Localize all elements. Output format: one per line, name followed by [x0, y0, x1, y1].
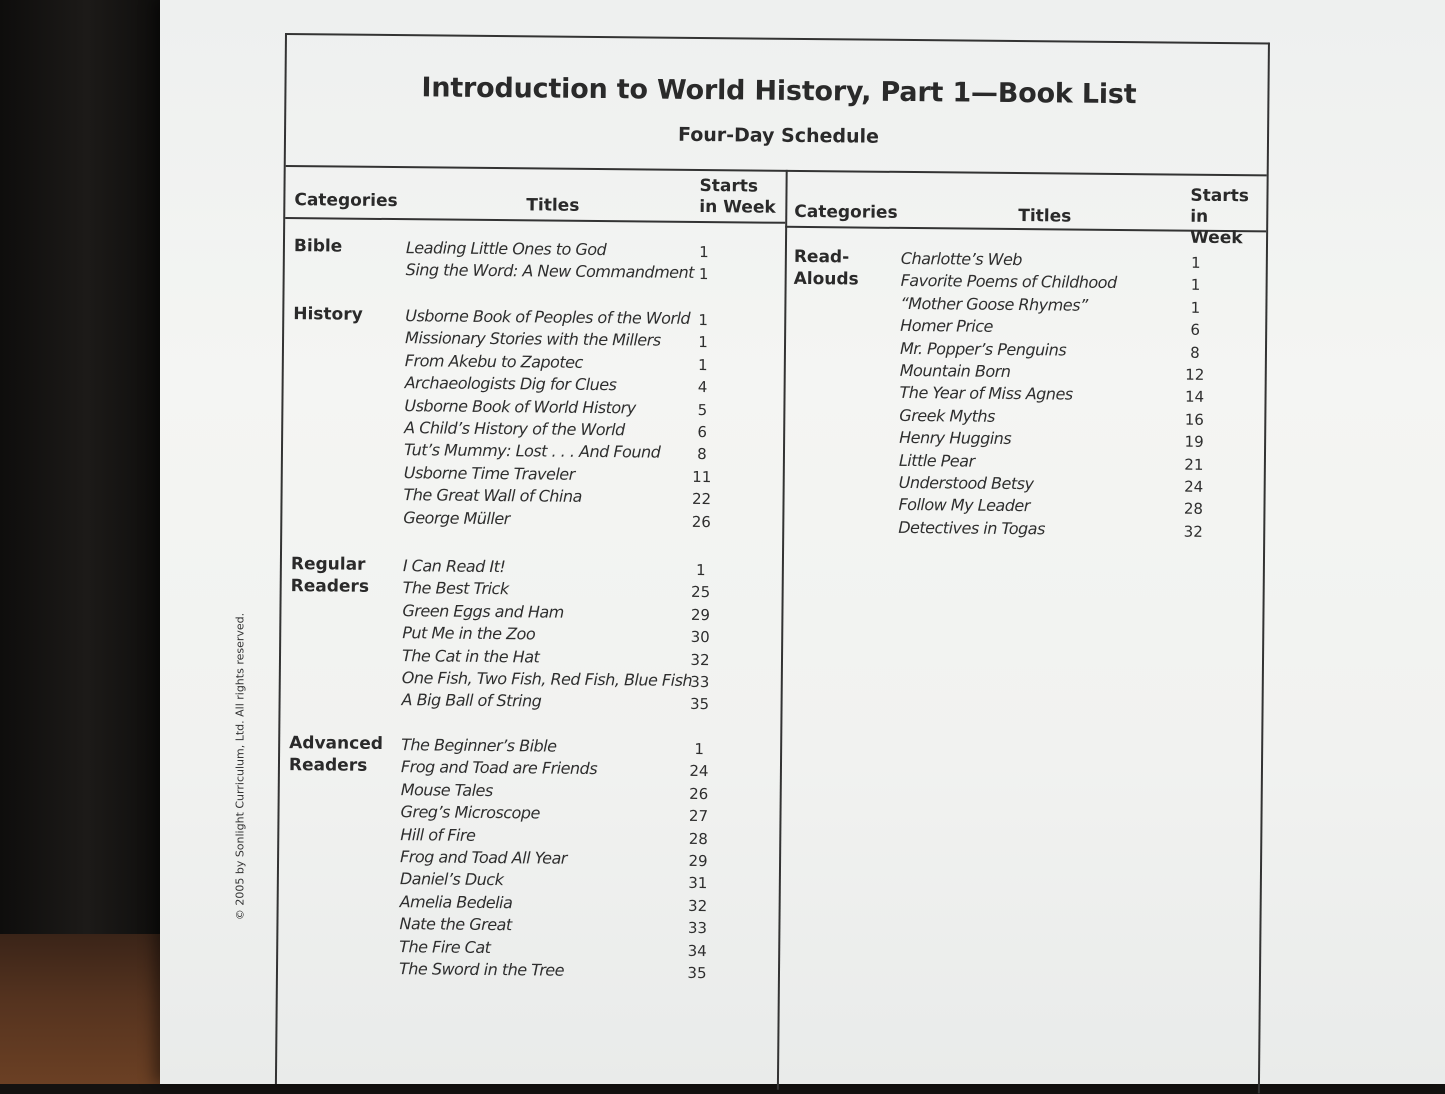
book-title: Greg’s Microscope	[400, 802, 540, 823]
start-week: 21	[1184, 455, 1204, 474]
start-week: 1	[698, 265, 709, 284]
book-title: Missionary Stories with the Millers	[404, 328, 661, 351]
start-week: 26	[689, 784, 709, 803]
start-week: 6	[697, 422, 708, 442]
book-title: The Great Wall of China	[403, 485, 582, 507]
right-starts-header	[1190, 186, 1267, 250]
book-title: Archaeologists Dig for Clues	[404, 373, 617, 395]
book-title: Homer Price	[900, 316, 994, 336]
start-week: 1	[1190, 276, 1201, 295]
start-week: 24	[689, 762, 709, 781]
start-week: 8	[1190, 343, 1200, 362]
start-week: 16	[1184, 410, 1204, 429]
book-title: Sing the Word: A New Commandment	[405, 260, 695, 283]
start-week: 22	[691, 490, 712, 509]
book-title: The Fire Cat	[399, 936, 491, 957]
book-title: Tut’s Mummy: Lost . . . And Found	[403, 440, 661, 463]
start-week: 4	[697, 378, 708, 397]
book-title: Amelia Bedelia	[399, 891, 513, 913]
start-week: 32	[1183, 522, 1203, 541]
start-week: 28	[1183, 500, 1204, 519]
category-label: Bible	[293, 236, 343, 257]
start-week: 35	[687, 963, 707, 983]
start-week: 1	[697, 355, 708, 374]
start-week: 1	[1190, 253, 1201, 272]
book-title: A Big Ball of String	[401, 690, 542, 711]
book-title: The Sword in the Tree	[398, 959, 565, 980]
start-week: 5	[697, 400, 708, 419]
book-title: Mountain Born	[899, 360, 1011, 381]
start-week: 1	[1190, 298, 1201, 317]
left-titles-header: Titles	[526, 195, 580, 216]
starts-label: Starts	[1190, 185, 1250, 207]
book-title: “Mother Goose Rhymes”	[900, 293, 1088, 315]
start-week: 1	[699, 242, 709, 262]
book-title: Green Eggs and Ham	[402, 600, 564, 622]
book-list-table	[275, 33, 1270, 1093]
start-week: 27	[688, 807, 709, 826]
start-week: 24	[1184, 477, 1204, 496]
book-title: Detectives in Togas	[898, 517, 1045, 539]
start-week: 34	[687, 941, 707, 960]
book-title: Usborne Book of Peoples of the World	[405, 306, 691, 328]
book-title: Frog and Toad All Year	[400, 847, 567, 868]
book-title: Frog and Toad are Friends	[400, 757, 598, 779]
document-subtitle: Four-Day Schedule	[677, 123, 880, 148]
book-title: Put Me in the Zoo	[402, 623, 536, 644]
book-title: Mr. Popper’s Penguins	[899, 338, 1067, 360]
book-title: Henry Huggins	[899, 428, 1012, 449]
book-title: Follow My Leader	[898, 495, 1030, 516]
start-week: 1	[698, 310, 709, 330]
book-title: Little Pear	[898, 450, 975, 471]
start-week: 11	[692, 467, 712, 486]
book-title: Charlotte’s Web	[900, 248, 1023, 270]
category-label: Alouds	[793, 268, 859, 290]
category-label: Advanced	[289, 733, 384, 754]
start-week: 30	[690, 628, 710, 647]
start-week: 1	[698, 333, 708, 352]
starts-label: Starts	[699, 175, 759, 197]
start-week: 29	[690, 605, 711, 624]
category-label: Readers	[288, 755, 368, 776]
book-title: A Child’s History of the World	[404, 418, 625, 440]
copyright-notice: © 2005 by Sonlight Curriculum, Ltd. All rights reserved.	[233, 612, 247, 921]
start-week: 25	[691, 583, 711, 602]
book-title: The Cat in the Hat	[401, 645, 540, 667]
book-title: Greek Myths	[899, 405, 995, 426]
book-title: The Best Trick	[402, 578, 509, 599]
header-divider	[286, 165, 1267, 176]
left-categories-header: Categories	[294, 190, 398, 212]
in-week-label: in Week	[1189, 206, 1243, 249]
category-label: Regular	[290, 554, 366, 575]
start-week: 19	[1184, 432, 1204, 452]
start-week: 14	[1184, 388, 1205, 407]
start-week: 1	[694, 739, 704, 759]
book-title: Nate the Great	[399, 914, 512, 935]
book-title: Usborne Book of World History	[404, 395, 636, 417]
book-title: Mouse Tales	[400, 779, 493, 800]
start-week: 31	[688, 874, 708, 893]
start-week: 26	[691, 512, 711, 531]
start-week: 33	[687, 919, 708, 938]
start-week: 33	[690, 672, 710, 692]
column-divider	[777, 170, 788, 1090]
book-title: Understood Betsy	[898, 472, 1034, 494]
document-title: Introduction to World History, Part 1—Book List	[421, 72, 1137, 111]
category-label: History	[293, 304, 363, 325]
start-week: 6	[1190, 320, 1201, 339]
start-week: 35	[689, 695, 710, 714]
right-categories-header: Categories	[794, 201, 898, 223]
start-week: 32	[688, 896, 708, 915]
book-title: I Can Read It!	[402, 556, 506, 577]
book-title: Usborne Time Traveler	[403, 462, 575, 484]
start-week: 1	[695, 560, 706, 580]
start-week: 8	[697, 445, 707, 464]
left-starts-header	[699, 176, 776, 219]
book-title: George Müller	[403, 507, 510, 528]
start-week: 29	[688, 851, 708, 871]
book-title: Favorite Poems of Childhood	[900, 271, 1117, 293]
book-title: The Year of Miss Agnes	[899, 383, 1073, 404]
book-title: Daniel’s Duck	[399, 869, 504, 890]
book-title: Hill of Fire	[400, 824, 476, 845]
in-week-label: in Week	[699, 196, 776, 218]
start-week: 12	[1185, 365, 1205, 384]
category-label: Read-	[793, 246, 850, 268]
start-week: 32	[690, 650, 710, 669]
book-title: One Fish, Two Fish, Red Fish, Blue Fish	[401, 668, 693, 690]
category-label: Readers	[290, 576, 370, 597]
start-week: 28	[688, 829, 708, 848]
book-title: The Beginner’s Bible	[401, 735, 557, 756]
book-title: From Akebu to Zapotec	[404, 350, 583, 372]
book-title: Leading Little Ones to God	[405, 238, 607, 260]
right-titles-header: Titles	[1018, 206, 1072, 227]
